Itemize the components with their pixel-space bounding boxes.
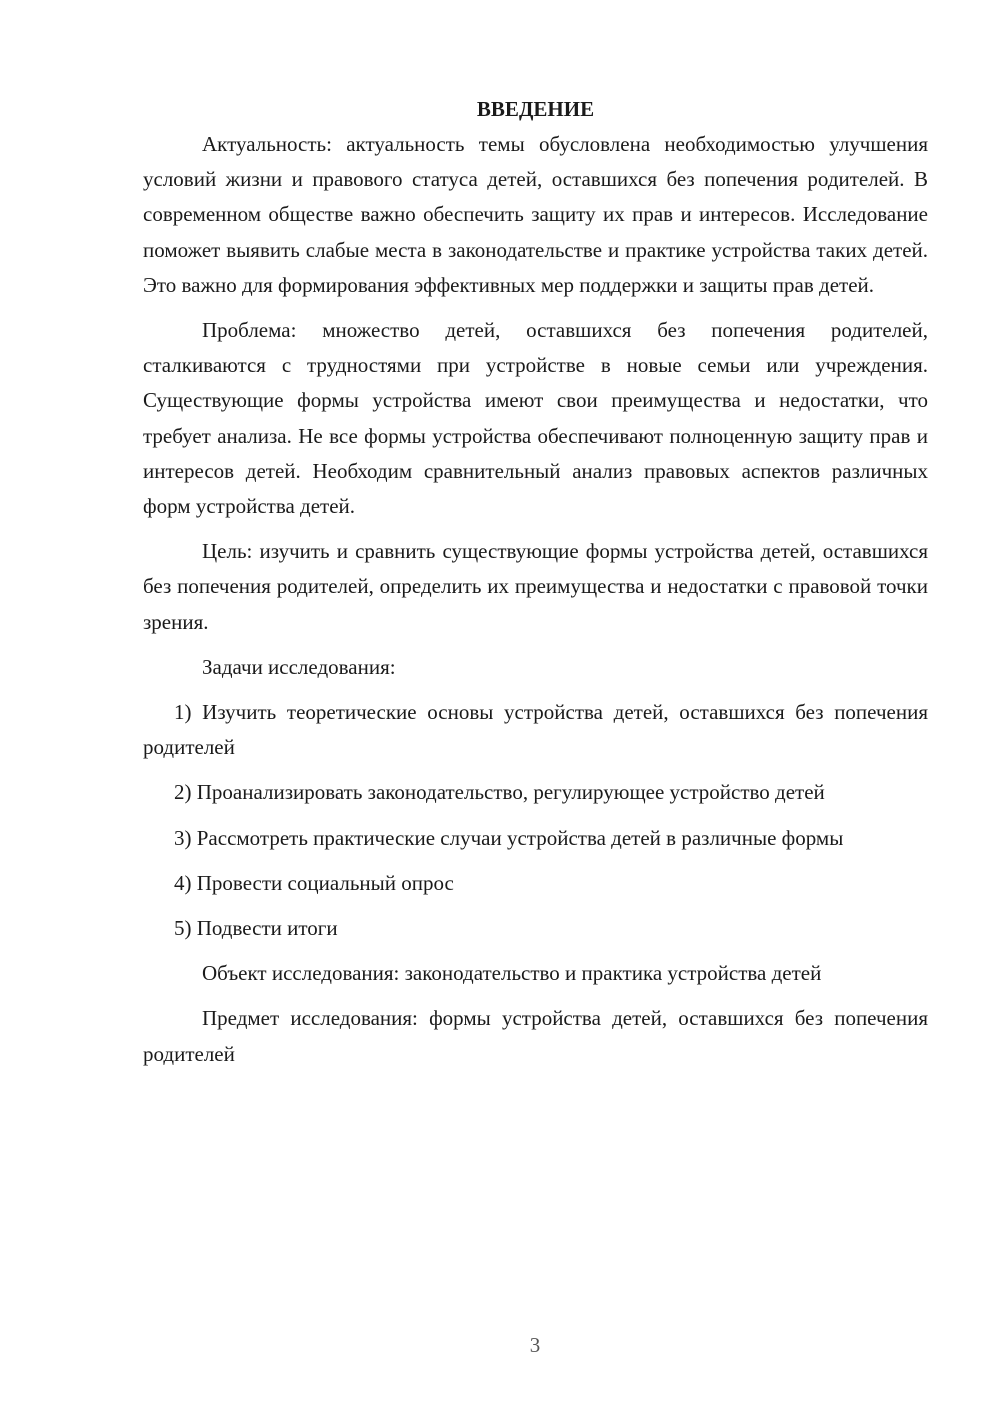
document-page xyxy=(143,92,928,1082)
page-title: ВВЕДЕНИЕ xyxy=(476,97,595,121)
task-item: 1) Изучить теоретические основы устройства детей, оставшихся без попечения родителей xyxy=(143,700,928,760)
task-item: 5) Подвести итоги xyxy=(174,916,338,941)
paragraph-subject: Предмет исследования: формы устройства детей, оставшихся без попечения родителей xyxy=(143,1006,928,1066)
paragraph-object: Объект исследования: законодательство и практика устройства детей xyxy=(202,961,822,986)
paragraph-relevance: Актуальность: актуальность темы обусловлена необходимостью улучшения условий жизни и правового статуса детей, оставшихся без попечения родителей. В современном обществе важно обеспечить защиту их прав и интересов. Исследование поможет выявить слабые места в законодательстве и практике устройства таких детей. Это важно для формирования эффективных мер поддержки и защиты прав детей. xyxy=(143,132,928,297)
paragraph-tasks-heading: Задачи исследования: xyxy=(202,654,396,679)
task-item: 3) Рассмотреть практические случаи устройства детей в различные формы xyxy=(174,825,844,850)
paragraph-goal: Цель: изучить и сравнить существующие формы устройства детей, оставшихся без попечения родителей, определить их преимущества и недостатки с правовой точки зрения. xyxy=(143,539,928,634)
paragraph-problem: Проблема: множество детей, оставшихся без попечения родителей, сталкиваются с трудностями при устройстве в новые семьи или учреждения. Существующие формы устройства имеют свои преимущества и недостатки, что требует анализа. Не все формы устройства обеспечивают полноценную защиту прав и интересов детей. Необходим сравнительный анализ правовых аспектов различных форм устройства детей. xyxy=(143,318,928,519)
page-number: 3 xyxy=(529,1333,541,1357)
task-item: 4) Провести социальный опрос xyxy=(174,870,454,895)
task-item: 2) Проанализировать законодательство, регулирующее устройство детей xyxy=(174,780,825,805)
